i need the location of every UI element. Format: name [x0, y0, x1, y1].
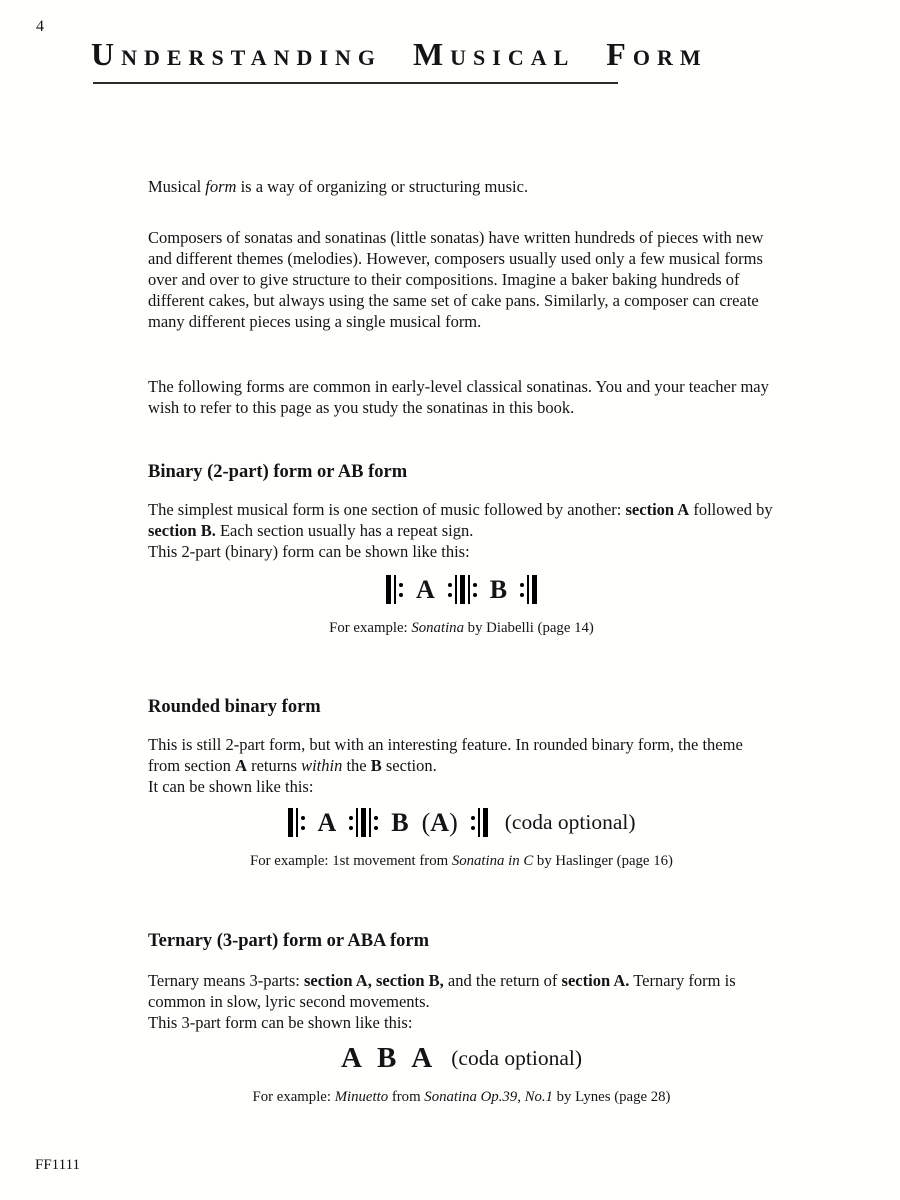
- begin-repeat-barline-icon: [386, 575, 403, 604]
- section-letter-a: A: [341, 1042, 364, 1074]
- section-heading-binary: Binary (2-part) form or AB form: [148, 462, 408, 482]
- section-heading-ternary: Ternary (3-part) form or ABA form: [148, 931, 430, 951]
- section-letter-b: B: [489, 574, 508, 604]
- section-body-rounded-binary: This is still 2-part form, but with an interesting feature. In rounded binary form, the theme from section A returns within the B section. It can be shown like this:: [148, 735, 743, 796]
- end-repeat-barline-icon: [471, 808, 488, 837]
- section-letter-a: A: [415, 574, 435, 604]
- section-letter-b: B: [376, 1042, 399, 1074]
- coda-note: (coda optional): [504, 809, 636, 834]
- intro-paragraph-3: The following forms are common in early-level classical sonatinas. You and your teacher may wish to refer to this page as you study the sonatinas in this book.: [148, 377, 769, 417]
- title-underline: [93, 82, 618, 84]
- section-letter-a: A: [317, 807, 337, 837]
- begin-repeat-barline-icon: [288, 808, 305, 837]
- section-body-ternary: Ternary means 3-parts: section A, section B, and the return of section A. Ternary form is common in slow, lyric second movements. This 3-part form can be shown like this:: [148, 971, 736, 1032]
- section-letter-a-return: A: [411, 1042, 435, 1074]
- double-repeat-barline-icon: [349, 808, 378, 837]
- page-title: Understanding Musical Form: [91, 36, 708, 72]
- binary-form-diagram: [148, 575, 775, 604]
- page-number: 4: [36, 18, 44, 35]
- example-caption-rounded-binary: For example: 1st movement from Sonatina in C by Haslinger (page 16): [250, 853, 673, 869]
- return-section-letter: (A): [421, 807, 458, 837]
- catalog-number: FF1111: [35, 1157, 81, 1173]
- coda-note: (coda optional): [451, 1045, 582, 1070]
- example-caption-ternary: For example: Minuetto from Sonatina Op.39, No.1 by Lynes (page 28): [252, 1089, 671, 1105]
- section-body-binary: The simplest musical form is one section of music followed by another: section A followed by section B. Each section usually has a repeat sign. This 2-part (binary) form can be shown like this:: [148, 500, 773, 561]
- section-heading-rounded-binary: Rounded binary form: [148, 697, 321, 717]
- end-repeat-barline-icon: [520, 575, 537, 604]
- double-repeat-barline-icon: [448, 575, 477, 604]
- section-letter-b: B: [391, 807, 409, 837]
- intro-paragraph-2: Composers of sonatas and sonatinas (little sonatas) have written hundreds of pieces with new and different themes (melodies). However, composers usually used only a few musical forms over and over to give structure to their compositions. Imagine a baker baking hundreds of different cakes, but always using the same set of cake pans. Similarly, a composer can create many different pieces using a single musical form.: [148, 228, 764, 331]
- rounded-binary-form-diagram: [148, 808, 775, 837]
- example-caption-binary: For example: Sonatina by Diabelli (page 14): [329, 620, 594, 636]
- ternary-form-diagram: [148, 1044, 775, 1073]
- intro-paragraph-1: Musical form is a way of organizing or structuring music.: [148, 177, 529, 196]
